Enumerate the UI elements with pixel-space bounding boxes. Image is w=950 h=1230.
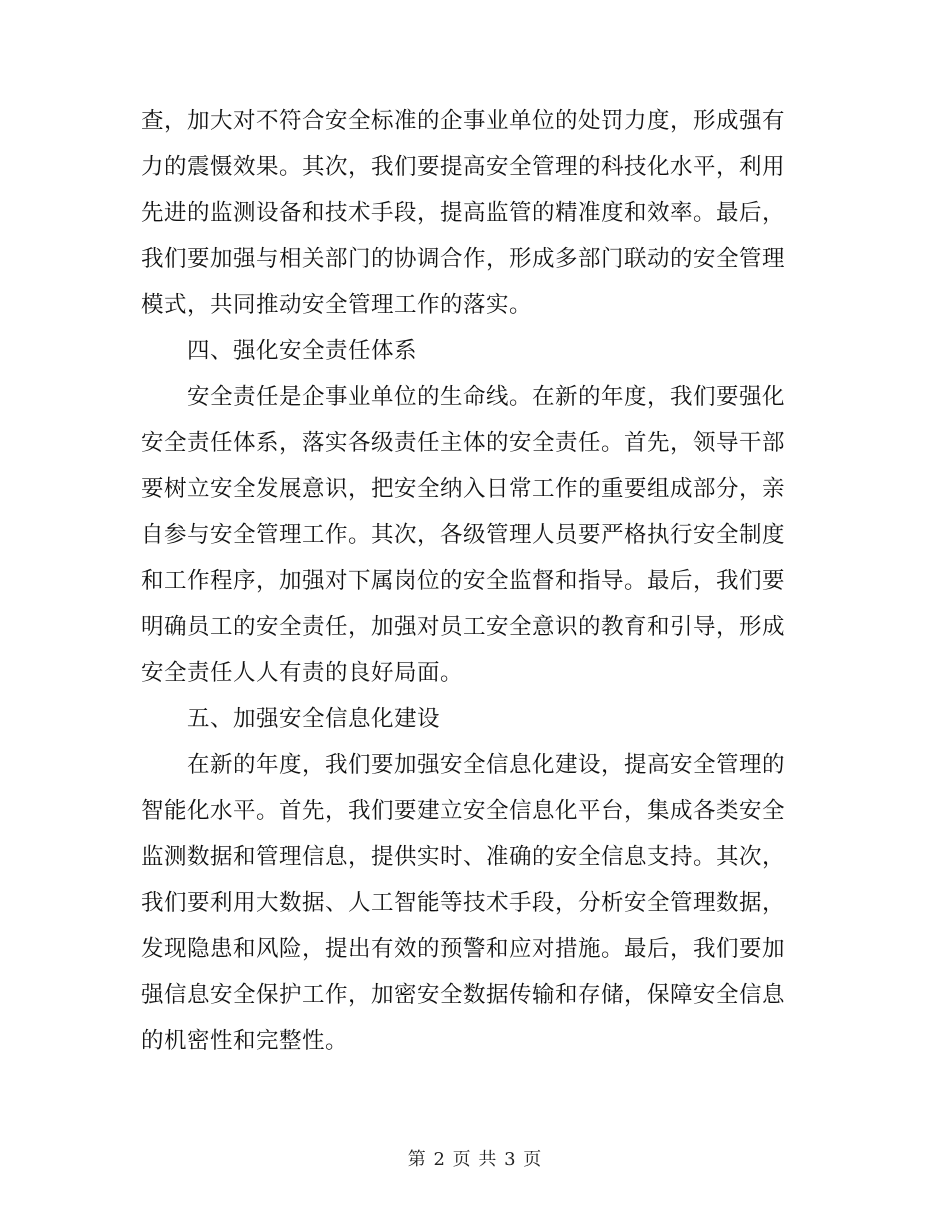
- paragraph-line: 自参与安全管理工作。其次，各级管理人员要严格执行安全制度: [141, 522, 786, 548]
- paragraph-line: 安全责任是企事业单位的生命线。在新的年度，我们要强化: [187, 384, 786, 410]
- paragraph-line: 发现隐患和风险，提出有效的预警和应对措施。最后，我们要加: [141, 936, 786, 962]
- paragraph-line: 明确员工的安全责任，加强对员工安全意识的教育和引导，形成: [141, 614, 786, 640]
- section-heading-5: 五、加强安全信息化建设: [187, 706, 441, 732]
- paragraph-line: 力的震慑效果。其次，我们要提高安全管理的科技化水平，利用: [141, 154, 786, 180]
- paragraph-line: 的机密性和完整性。: [141, 1028, 349, 1054]
- paragraph-line: 查，加大对不符合安全标准的企事业单位的处罚力度，形成强有: [141, 108, 786, 134]
- paragraph-line: 要树立安全发展意识，把安全纳入日常工作的重要组成部分，亲: [141, 476, 786, 502]
- paragraph-line: 在新的年度，我们要加强安全信息化建设，提高安全管理的: [187, 752, 786, 778]
- page-number: 第 2 页 共 3 页: [407, 1149, 543, 1170]
- paragraph-line: 智能化水平。首先，我们要建立安全信息化平台，集成各类安全: [141, 798, 786, 824]
- paragraph-line: 先进的监测设备和技术手段，提高监管的精准度和效率。最后，: [141, 200, 786, 226]
- paragraph-line: 我们要利用大数据、人工智能等技术手段，分析安全管理数据，: [141, 890, 786, 916]
- document-body: [141, 98, 806, 1064]
- paragraph-line: 安全责任人人有责的良好局面。: [141, 660, 464, 686]
- paragraph-line: 强信息安全保护工作，加密安全数据传输和存储，保障安全信息: [141, 982, 786, 1008]
- paragraph-line: 模式，共同推动安全管理工作的落实。: [141, 292, 533, 318]
- paragraph-line: 安全责任体系，落实各级责任主体的安全责任。首先，领导干部: [141, 430, 786, 456]
- section-heading-4: 四、强化安全责任体系: [187, 338, 418, 364]
- paragraph-line: 我们要加强与相关部门的协调合作，形成多部门联动的安全管理: [141, 246, 786, 272]
- paragraph-line: 监测数据和管理信息，提供实时、准确的安全信息支持。其次，: [141, 844, 786, 870]
- paragraph-line: 和工作程序，加强对下属岗位的安全监督和指导。最后，我们要: [141, 568, 786, 594]
